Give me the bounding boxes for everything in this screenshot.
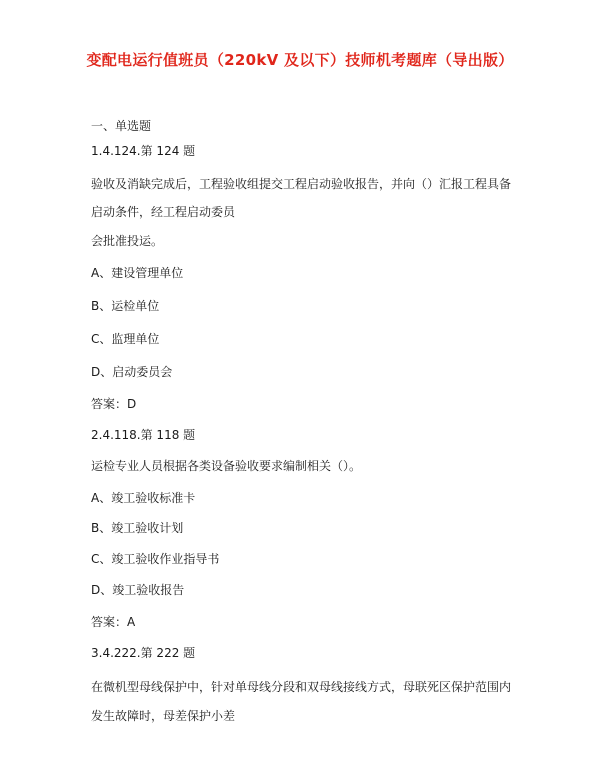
question-1-stem-line-2: 启动条件，经工程启动委员 [91, 205, 236, 219]
question-1-stem-line-3: 会批准投运。 [91, 234, 164, 248]
section-heading: 一、单选题 [91, 119, 152, 133]
question-1-option-b: B、运检单位 [91, 299, 160, 313]
question-1-header: 1.4.124.第 124 题 [91, 144, 196, 158]
question-2-header: 2.4.118.第 118 题 [91, 428, 196, 442]
question-2-option-d: D、竣工验收报告 [91, 583, 185, 597]
question-1-stem-line-1: 验收及消缺完成后，工程验收组提交工程启动验收报告，并向（）汇报工程具备 [91, 177, 512, 191]
question-2-option-c: C、竣工验收作业指导书 [91, 552, 220, 566]
question-3-header: 3.4.222.第 222 题 [91, 646, 196, 660]
question-1-option-a: A、建设管理单位 [91, 266, 184, 280]
question-2-stem-line-1: 运检专业人员根据各类设备验收要求编制相关（）。 [91, 459, 362, 473]
question-3-stem-line-1: 在微机型母线保护中，针对单母线分段和双母线接线方式，母联死区保护范围内 [91, 680, 512, 694]
question-2-answer: 答案：A [91, 615, 136, 629]
document-title: 变配电运行值班员（220kV 及以下）技师机考题库（导出版） [86, 51, 514, 69]
question-1-option-c: C、监理单位 [91, 332, 160, 346]
question-1-answer: 答案：D [91, 397, 137, 411]
question-2-option-b: B、竣工验收计划 [91, 521, 184, 535]
question-3-stem-line-2: 发生故障时，母差保护小差 [91, 709, 236, 723]
question-1-option-d: D、启动委员会 [91, 365, 173, 379]
question-2-option-a: A、竣工验收标准卡 [91, 491, 196, 505]
